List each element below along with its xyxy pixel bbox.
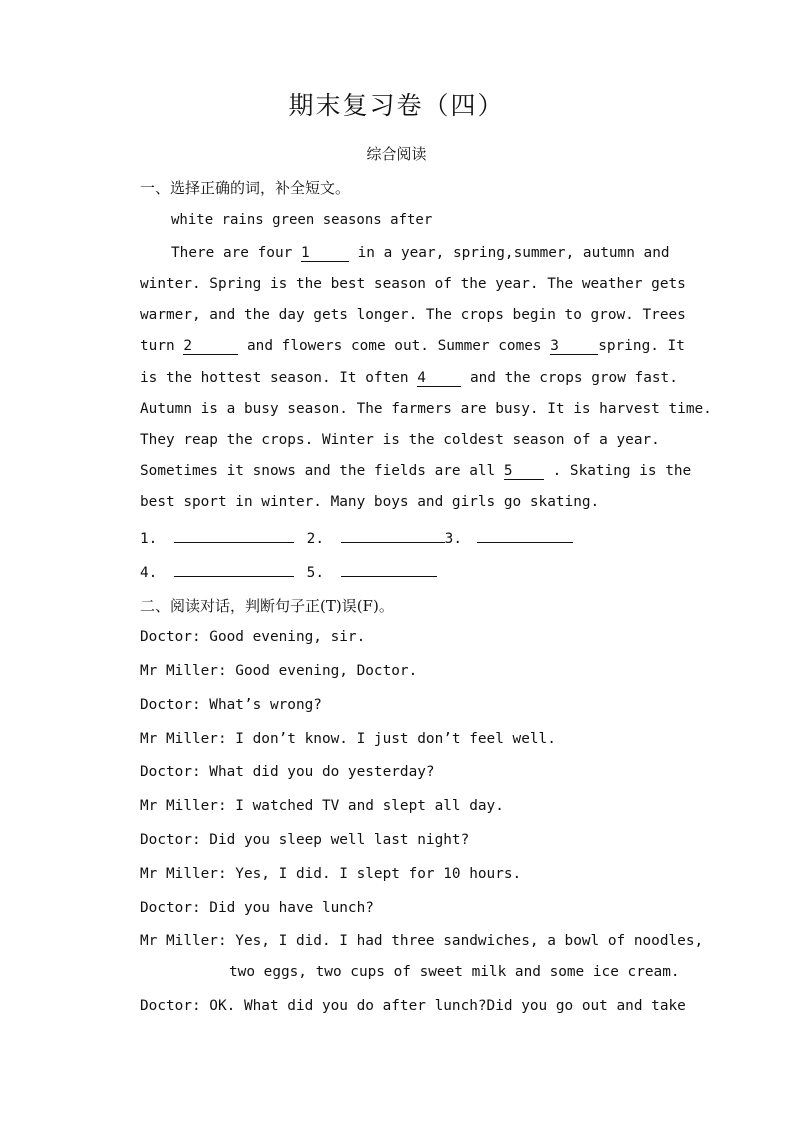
dialogue-line: Mr Miller: Yes, I did. I slept for 10 hours. (140, 866, 522, 882)
dialogue-line: two eggs, two cups of sweet milk and some ice cream. (229, 964, 680, 980)
passage-line: Sometimes it snows and the fields are all 5 . Skating is the (140, 463, 692, 479)
answer-line-1[interactable] (174, 528, 294, 543)
passage-line: They reap the crops. Winter is the coldest season of a year. (140, 432, 660, 448)
passage-line: There are four 1 in a year, spring,summer, autumn and (171, 245, 670, 261)
answer-line-4[interactable] (174, 562, 294, 577)
dialogue-line: Doctor: Did you have lunch? (140, 900, 374, 916)
answer-line-2[interactable] (341, 528, 445, 543)
answer-line-3[interactable] (477, 528, 573, 543)
word-bank: white rains green seasons after (171, 212, 433, 228)
passage-line: is the hottest season. It often 4 and the crops grow fast. (140, 370, 678, 386)
dialogue-line: Mr Miller: I don’t know. I just don’t feel well. (140, 731, 556, 747)
blank-2: 2 (183, 339, 238, 355)
blank-5: 5 (504, 464, 544, 480)
blank-1: 1 (301, 246, 349, 262)
answer-row-1: 1. 2. 3. (140, 528, 573, 547)
passage-line: turn 2 and flowers come out. Summer comes 3 spring. It (140, 338, 685, 354)
dialogue-line: Doctor: What did you do yesterday? (140, 764, 435, 780)
passage-line: winter. Spring is the best season of the year. The weather gets (140, 276, 686, 292)
page-title: 期末复习卷（四） (288, 91, 505, 120)
passage-line: Autumn is a busy season. The farmers are busy. It is harvest time. (140, 401, 712, 417)
section2-heading: 二、阅读对话，判断句子正(T)误(F)。 (140, 597, 394, 615)
dialogue-line: Mr Miller: Yes, I did. I had three sandwiches, a bowl of noodles, (140, 933, 704, 949)
section1-heading: 一、选择正确的词，补全短文。 (140, 179, 351, 197)
page-subtitle: 综合阅读 (366, 145, 427, 163)
passage-line: warmer, and the day gets longer. The crops begin to grow. Trees (140, 307, 686, 323)
blank-3: 3 (550, 339, 598, 355)
dialogue-line: Mr Miller: Good evening, Doctor. (140, 663, 418, 679)
answer-line-5[interactable] (341, 562, 437, 577)
answer-row-2: 4. 5. (140, 562, 437, 581)
dialogue-line: Doctor: OK. What did you do after lunch?Did you go out and take (140, 998, 686, 1014)
dialogue-line: Doctor: Did you sleep well last night? (140, 832, 470, 848)
dialogue-line: Doctor: What’s wrong? (140, 697, 322, 713)
dialogue-line: Doctor: Good evening, sir. (140, 629, 366, 645)
passage-line: best sport in winter. Many boys and girls go skating. (140, 494, 600, 510)
dialogue-line: Mr Miller: I watched TV and slept all day. (140, 798, 504, 814)
blank-4: 4 (417, 371, 461, 387)
